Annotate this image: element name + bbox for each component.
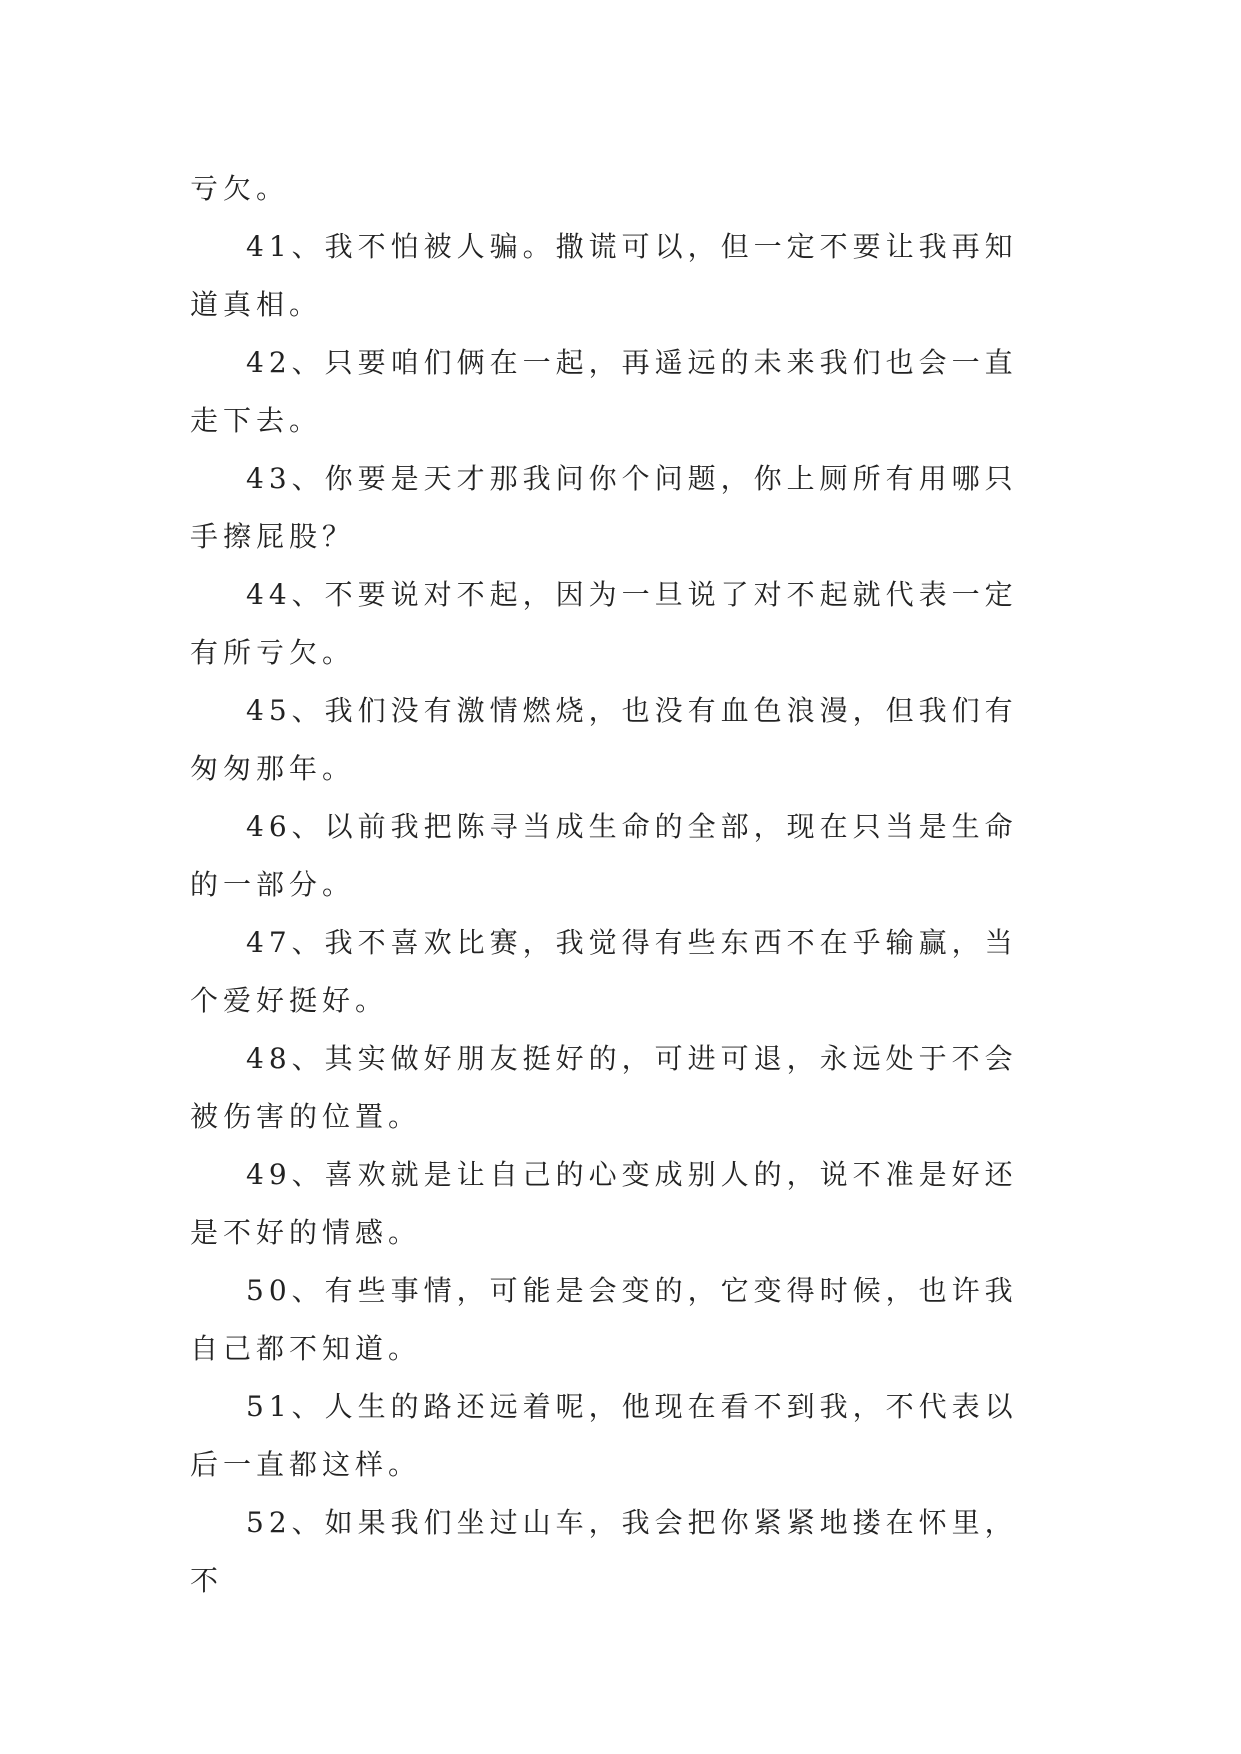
paragraph-42: 42、只要咱们俩在一起，再遥远的未来我们也会一直走下去。 [190,346,1018,437]
paragraph-43: 43、你要是天才那我问你个问题，你上厕所有用哪只手擦屁股？ [190,462,1018,553]
paragraph-50: 50、有些事情，可能是会变的，它变得时候，也许我自己都不知道。 [190,1274,1018,1365]
paragraph-48: 48、其实做好朋友挺好的，可进可退，永远处于不会被伤害的位置。 [190,1042,1018,1133]
paragraph-51: 51、人生的路还远着呢，他现在看不到我，不代表以后一直都这样。 [190,1390,1018,1481]
document-body [190,160,1050,1610]
paragraph-41: 41、我不怕被人骗。撒谎可以，但一定不要让我再知道真相。 [190,230,1018,321]
paragraph-continuation: 亏欠。 [190,172,290,205]
paragraph-49: 49、喜欢就是让自己的心变成别人的，说不准是好还是不好的情感。 [190,1158,1018,1249]
paragraph-47: 47、我不喜欢比赛，我觉得有些东西不在乎输赢，当个爱好挺好。 [190,926,1018,1017]
paragraph-44: 44、不要说对不起，因为一旦说了对不起就代表一定有所亏欠。 [190,578,1018,669]
paragraph-45: 45、我们没有激情燃烧，也没有血色浪漫，但我们有匆匆那年。 [190,694,1018,785]
paragraph-52: 52、如果我们坐过山车，我会把你紧紧地搂在怀里，不 [190,1506,1018,1597]
paragraph-46: 46、以前我把陈寻当成生命的全部，现在只当是生命的一部分。 [190,810,1018,901]
